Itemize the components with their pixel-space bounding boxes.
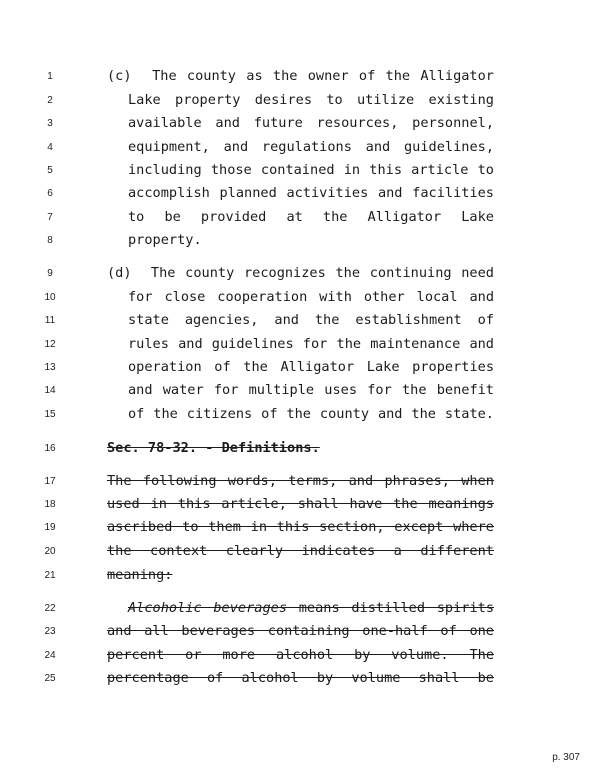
- line-number: 14: [44, 385, 56, 396]
- definition-first-line: [128, 600, 494, 616]
- line-number: 8: [47, 235, 53, 246]
- text-line: for close cooperation with other local and: [128, 289, 494, 305]
- line-number: 17: [44, 476, 56, 487]
- struck-text-line: meaning:: [107, 567, 173, 583]
- struck-text-line: percent or more alcohol by volume. The: [107, 647, 494, 663]
- text-line: including those contained in this article to: [128, 162, 494, 178]
- struck-text-line: percentage of alcohol by volume shall be: [107, 670, 494, 686]
- text-line: (c) The county as the owner of the Alligator: [107, 68, 494, 84]
- struck-text-line: The following words, terms, and phrases, when: [107, 473, 494, 489]
- text-line: operation of the Alligator Lake properties: [128, 359, 494, 375]
- line-number: 9: [47, 268, 53, 279]
- text-line: (d) The county recognizes the continuing need: [107, 265, 494, 281]
- struck-text-line: ascribed to them in this section, except where: [107, 519, 494, 535]
- line-number: 13: [44, 362, 56, 373]
- struck-text-line: the context clearly indicates a different: [107, 543, 494, 559]
- line-number: 25: [44, 673, 56, 684]
- text-line: of the citizens of the county and the state.: [128, 406, 494, 422]
- defined-term: Alcoholic beverages: [128, 600, 288, 616]
- text-line: available and future resources, personnel,: [128, 115, 494, 131]
- text-line: rules and guidelines for the maintenance and: [128, 336, 494, 352]
- page-number: p. 307: [552, 752, 580, 763]
- text-line: Lake property desires to utilize existing: [128, 92, 494, 108]
- line-number: 4: [47, 142, 53, 153]
- line-number: 7: [47, 212, 53, 223]
- line-number: 20: [44, 546, 56, 557]
- line-number: 3: [47, 118, 53, 129]
- line-number: 12: [44, 339, 56, 350]
- section-heading: Sec. 78-32. - Definitions.: [107, 440, 320, 456]
- text-line: accomplish planned activities and facilities: [128, 185, 494, 201]
- text-line: equipment, and regulations and guidelines,: [128, 139, 494, 155]
- line-number: 10: [44, 292, 56, 303]
- definition-text: means distilled spirits: [287, 600, 495, 616]
- text-line: state agencies, and the establishment of: [128, 312, 494, 328]
- line-number: 18: [44, 499, 56, 510]
- struck-text-line: used in this article, shall have the meanings: [107, 496, 494, 512]
- text-line: property.: [128, 232, 202, 248]
- line-number: 15: [44, 409, 56, 420]
- text-line: to be provided at the Alligator Lake: [128, 209, 494, 225]
- line-number: 23: [44, 626, 56, 637]
- line-number: 19: [44, 522, 56, 533]
- line-number: 16: [44, 443, 56, 454]
- line-number: 6: [47, 188, 53, 199]
- line-number: 2: [47, 95, 53, 106]
- struck-text-line: and all beverages containing one-half of one: [107, 623, 494, 639]
- line-number: 24: [44, 650, 56, 661]
- line-number: 1: [47, 71, 53, 82]
- text-line: and water for multiple uses for the benefit: [128, 382, 494, 398]
- line-number: 22: [44, 603, 56, 614]
- line-number: 21: [44, 570, 56, 581]
- line-number: 11: [44, 315, 56, 326]
- line-number: 5: [47, 165, 53, 176]
